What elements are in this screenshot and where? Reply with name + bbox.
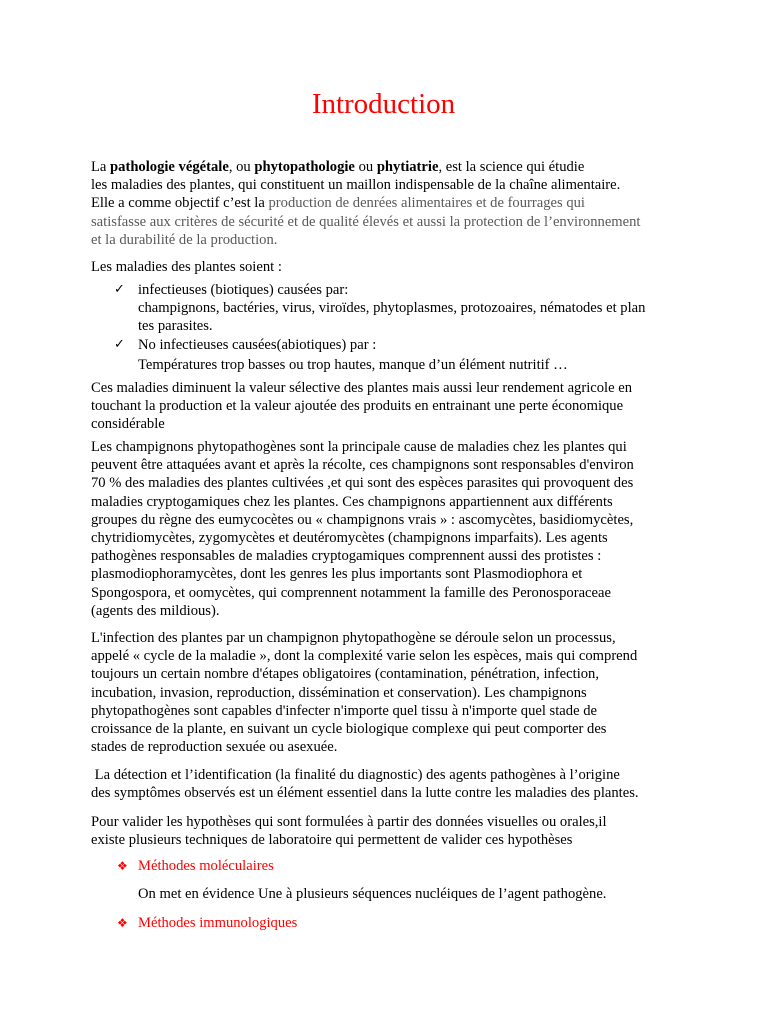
term-phytiatrie: phytiatrie	[376, 159, 439, 175]
page-title: Introduction	[311, 88, 456, 120]
intro-line-5: et la durabilité de la production.	[91, 231, 278, 248]
maladies-intro: Les maladies des plantes soient :	[91, 259, 282, 275]
intro-line-4: satisfasse aux critères de sécurité et de qualité élevés et aussi la protection de l’environnement	[91, 213, 641, 230]
intro-line-1: La pathologie végétale, ou phytopathologie ou phytiatrie, est la science qui étudie	[91, 159, 585, 175]
term-phytopathologie: phytopathologie	[254, 159, 355, 175]
method-moleculaires: ❖ Méthodes moléculaires	[117, 858, 274, 874]
term-pathologie-vegetale: pathologie végétale	[110, 159, 229, 175]
intro-line-3: Elle a comme objectif c’est la production de denrées alimentaires et de fourrages qui	[91, 195, 585, 212]
maladies-checklist	[91, 281, 681, 354]
method-immunologiques: ❖ Méthodes immunologiques	[117, 915, 298, 931]
paragraph-detection: La détection et l’identification (la finalité du diagnostic) des agents pathogènes à l’origine des symptômes observés est un élément essentiel dans la lutte contre les maladies des plantes.	[91, 767, 639, 802]
check-mark-icon: ✓	[114, 282, 125, 297]
intro-paragraph	[91, 158, 681, 249]
paragraph-rendement: Ces maladies diminuent la valeur sélective des plantes mais aussi leur rendement agricole en touchant la production et la valeur ajoutée des produits en entrainant une perte économique considérable	[91, 380, 633, 433]
paragraph-infection: L'infection des plantes par un champignon phytopathogène se déroule selon un processus, appelé « cycle de la maladie », dont la complexité varie selon les espèces, mais qui comprend toujours un certain nombre d'étapes obligatoires (contamination, pénétration, infection, incubation, invasion, reproduction, dissémination et conservation). Les champignons phytopathogènes sont capables d'infecter n'importe quel tissu à n'importe quel stade de croissance de la plante, en suivant un cycle biologique complexe qui peut comporter des stades de reproduction sexuée ou asexuée.	[91, 630, 638, 756]
method-moleculaires-description: On met en évidence Une à plusieurs séquences nucléiques de l’agent pathogène.	[138, 886, 607, 902]
list-item: ✓ No infectieuses causées(abiotiques) par :	[114, 336, 377, 353]
intro-line-2: les maladies des plantes, qui constituent un maillon indispensable de la chaîne alimentaire.	[91, 177, 621, 194]
abiotic-causes: Températures trop basses ou trop hautes, manque d’un élément nutritif …	[138, 357, 568, 373]
list-item: ✓ infectieuses (biotiques) causées par: champignons, bactéries, virus, viroïdes, phytoplasmes, protozoaires, nématodes et plan tes parasites.	[114, 282, 646, 335]
paragraph-champignons: Les champignons phytopathogènes sont la principale cause de maladies chez les plantes qui peuvent être attaquées avant et après la récolte, ces champignons sont responsables d'environ 70 % des maladies des plantes cultivées ,et qui sont des espèces parasites qui provoquent des maladies cryptogamiques chez les plantes. Ces champignons appartiennent aux différents groupes du règne des eumycocètes ou « champignons vrais » : ascomycètes, basidiomycètes, chytridiomycètes, zygomycètes et deutéromycètes (champignons imparfaits). Les agents pathogènes responsables de maladies cryptogamiques comprennent aussi des protistes : plasmodiophoramycètes, dont les genres les plus importants sont Plasmodiophora et Spongospora, et oomycètes, qui comprennent notamment la famille des Peronosporaceae (agents des mildious).	[91, 439, 634, 619]
diamond-bullet-icon: ❖	[117, 859, 128, 873]
diamond-bullet-icon: ❖	[117, 916, 128, 930]
check-mark-icon: ✓	[114, 336, 125, 352]
paragraph-hypotheses: Pour valider les hypothèses qui sont formulées à partir des données visuelles ou orales,il existe plusieurs techniques de laboratoire qui permettent de valider ces hypothèses	[91, 814, 607, 849]
